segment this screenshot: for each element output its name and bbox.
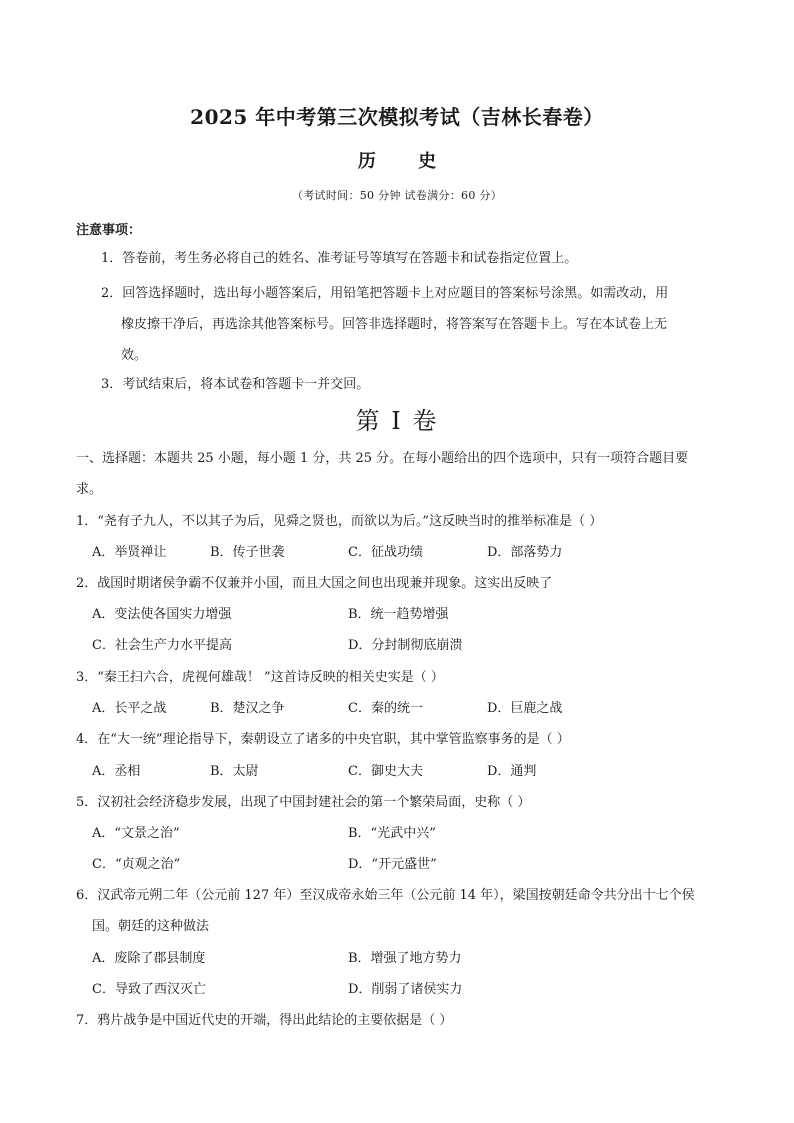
option-c: C．“贞观之治” <box>92 857 181 872</box>
subject-title: 历 史 <box>357 151 455 172</box>
option-a: A．变法使各国实力增强 <box>92 607 232 622</box>
notice-item-continuation: 橡皮擦干净后，再选涂其他答案标号。回答非选择题时，将答案写在答题卡上。写在本试卷上无 <box>121 317 668 332</box>
option-b: B．传子世袭 <box>210 545 285 560</box>
option-a: A．“文景之治” <box>92 826 180 841</box>
option-d: D．巨鹿之战 <box>487 701 563 716</box>
option-a: A．长平之战 <box>92 701 167 716</box>
option-c: C．征战功绩 <box>348 545 423 560</box>
notice-item: 2．回答选择题时，选出每小题答案后，用铅笔把答题卡上对应题目的答案标号涂黑。如需改动，用 <box>101 286 669 301</box>
exam-title: 2025 年中考第三次模拟考试（吉林长春卷） <box>190 105 604 129</box>
option-d: D．通判 <box>487 764 537 779</box>
section-title: 第 I 卷 <box>355 407 439 435</box>
option-a: A．废除了郡县制度 <box>92 951 206 966</box>
option-c: C．社会生产力水平提高 <box>92 638 232 653</box>
notice-item-continuation: 效。 <box>121 348 148 363</box>
notice-title: 注意事项： <box>76 223 142 238</box>
option-c: C．导致了西汉灭亡 <box>92 982 206 997</box>
section-intro: 求。 <box>76 482 103 497</box>
option-b: B．“光武中兴” <box>348 826 436 841</box>
option-d: D．削弱了诸侯实力 <box>348 982 463 997</box>
option-d: D．分封制彻底崩溃 <box>348 638 463 653</box>
option-a: A．丞相 <box>92 764 141 779</box>
option-b: B．增强了地方势力 <box>348 951 462 966</box>
question-stem: 5．汉初社会经济稳步发展，出现了中国封建社会的第一个繁荣局面，史称（ ） <box>76 795 531 810</box>
question-stem: 6．汉武帝元朔二年（公元前 127 年）至汉成帝永始三年（公元前 14 年），梁国按朝廷命令共分出十七个侯 <box>76 888 695 903</box>
question-stem: 7．鸦片战争是中国近代史的开端，得出此结论的主要依据是（ ） <box>76 1013 453 1028</box>
question-stem: 4．在“大一统”理论指导下，秦朝设立了诸多的中央官职，其中掌管监察事务的是（ ） <box>76 732 570 747</box>
option-a: A．举贤禅让 <box>92 545 167 560</box>
question-stem: 1．“尧有子九人，不以其子为后，见舜之贤也，而欲以为后。”这反映当时的推举标准是（ ） <box>76 514 603 529</box>
exam-info: （考试时间：50 分钟 试卷满分：60 分） <box>291 189 503 202</box>
option-b: B．统一趋势增强 <box>348 607 449 622</box>
option-b: B．楚汉之争 <box>210 701 285 716</box>
question-stem: 3．“秦王扫六合，虎视何雄哉！ ”这首诗反映的相关史实是（ ） <box>76 670 444 685</box>
option-c: C．秦的统一 <box>348 701 423 716</box>
option-b: B．太尉 <box>210 764 259 779</box>
option-d: D．部落势力 <box>487 545 563 560</box>
notice-item: 3．考试结束后，将本试卷和答题卡一并交回。 <box>101 377 370 392</box>
section-intro: 一、选择题：本题共 25 小题，每小题 1 分，共 25 分。在每小题给出的四个选项中，只有一项符合题目要 <box>76 451 689 466</box>
option-d: D．“开元盛世” <box>348 857 437 872</box>
notice-item: 1．答卷前，考生务必将自己的姓名、准考证号等填写在答题卡和试卷指定位置上。 <box>101 251 578 266</box>
question-stem: 2．战国时期诸侯争霸不仅兼并小国，而且大国之间也出现兼并现象。这实出反映了 <box>76 576 553 591</box>
question-stem-continuation: 国。朝廷的这种做法 <box>92 919 210 934</box>
option-c: C．御史大夫 <box>348 764 423 779</box>
